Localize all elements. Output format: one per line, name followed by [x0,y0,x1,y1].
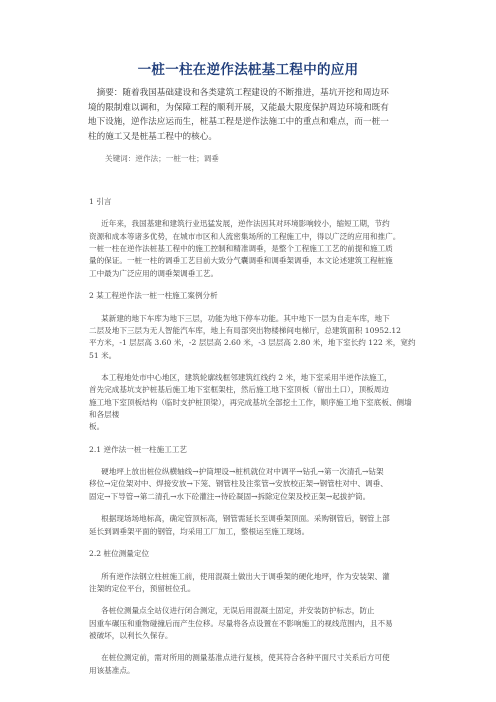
abstract-line: 地下设施，逆作法应运而生，桩基工程是逆作法施工中的重点和难点，而一桩一 [88,117,389,128]
section-heading: 1 引言 [89,197,112,206]
paragraph [89,571,417,596]
paragraph-line: 延长到调垂架平面的钢管，均采用工厂加工，整根运至施工现场。 [89,526,310,536]
spacer [89,208,417,218]
paragraph-line: 各桩位测量点全站仪进行闭合测定，无误后用混凝土固定，并安装防护标志，防止 [101,606,375,616]
paragraph-line: 根据现场场地标高，确定管顶标高，钢管需延长至调垂架顶面。采购钢管后，钢管上部 [101,514,390,524]
paragraph-line: 施工地下室顶板结构（临时支护桩顶梁），再完成基坑全部挖土工作，顺序施工地下室底板、侧墙和各层楼 [89,397,412,419]
paragraph [89,218,417,279]
paragraph [89,605,417,642]
paragraph-line: 量的保证。一桩一柱的调垂工艺目前大致分气囊调垂和调垂架调垂，本文论述建筑工程桩施 [89,256,393,266]
document-title: 一桩一柱在逆作法桩基工程中的应用 [137,62,359,78]
spacer [89,642,417,652]
spacer [89,362,417,372]
paragraph-line: 移位→定位架对中、焊接安放→下笼、钢管柱及注浆管→安放校正架→钢管柱对中、调垂、 [89,479,388,489]
paragraph-line: 硬地坪上放出桩位纵横轴线→护筒埋设→桩机就位对中调平→钻孔→第一次清孔→钻架 [101,467,384,477]
paragraph [89,513,417,538]
spacer [89,538,417,548]
paragraph [89,466,417,503]
paragraph-line: 所有逆作法钢立柱桩施工前，使用混凝土做出大于调垂架的硬化地坪，作为安装架、灌 [101,571,390,581]
spacer [89,302,417,312]
paragraph-line: 因重车碾压和重物碰撞后而产生位移。尽量将各点设置在不影响施工的视线范围内，且不易 [89,618,393,628]
spacer [89,503,417,513]
paragraph [89,372,417,433]
abstract-line: 摘要：随着我国基础建设和各类建筑工程建设的不断推进，基坑开挖和周边环 [96,88,389,98]
paragraph-line: 近年来，我国基建和建筑行业迅猛发展，逆作法因其对环境影响较小，缩短工期，节约 [101,219,390,229]
paragraph-line: 一桩一柱在逆作法桩基工程中的施工控制和精准调垂，是整个工程施工工艺的前提和施工质 [89,244,393,254]
paragraph-line: 工中最为广泛应用的调垂架调垂工艺。 [89,268,219,278]
paragraph-line: 板。 [89,422,105,432]
paragraph-line: 被破坏，以利长久保存。 [89,630,173,640]
paragraph-line: 资源和成本等诸多优势，在城市市区和人流密集场所的工程施工中，得以广泛的应用和推广。 [89,231,401,241]
spacer [89,280,417,290]
spacer [89,595,417,605]
paragraph-line: 在桩位测定前，需对所用的测量基准点进行复核，使其符合各种平面尺寸关系后方可使 [101,653,390,663]
spacer [89,456,417,466]
section-heading: 2.2 桩位测量定位 [89,549,150,559]
paragraph-line: 首先完成基坑支护桩基后施工地下室框架柱，然后施工地下室顶板（留出土口），顶板周边 [89,385,389,395]
paragraph-line: 用该基准点。 [89,665,135,675]
paragraph-line: 51 米。 [89,350,117,360]
abstract [88,86,418,144]
spacer [89,434,417,444]
section-heading: 2 某工程逆作法一桩一柱施工案例分析 [89,291,218,301]
abstract-line: 境的限制难以调和，为保障工程的顺利开展，又能最大限度保护周边环境和既有 [88,102,389,113]
abstract-line: 柱的施工又是桩基工程中的核心。 [88,131,217,142]
paragraph-line: 固定→下导管→第二清孔→水下砼灌注→待砼凝固→拆除定位架及校正架→起拔护筒。 [89,491,371,501]
section-heading: 2.1 逆作法一桩一柱施工工艺 [89,444,188,454]
paragraph [89,313,417,362]
paragraph [89,652,417,677]
paragraph-line: 注架的定位平台，预留桩位孔。 [89,583,196,593]
paragraph-line: 某新建的地下车库为地下三层，功能为地下停车功能。其中地下一层为自走车库，地下 [101,313,390,323]
document-body [89,196,417,677]
paragraph-line: 二层及地下三层为无人智能汽车库，地上有局部突出物楼梯间电梯厅，总建筑面积 10952.12 [89,325,402,335]
paragraph-line: 平方米，-1 层层高 3.60 米，-2 层层高 2.60 米，-3 层层高 2.80 米，地下室长约 122 米，宽约 [89,338,416,348]
paragraph-line: 本工程地处市中心地区，建筑轮廓线框邻建筑红线约 2 米，地下室采用半逆作法施工， [101,373,392,383]
keywords: 关键词：逆作法；一桩一柱；调垂 [105,154,219,163]
spacer [89,560,417,570]
